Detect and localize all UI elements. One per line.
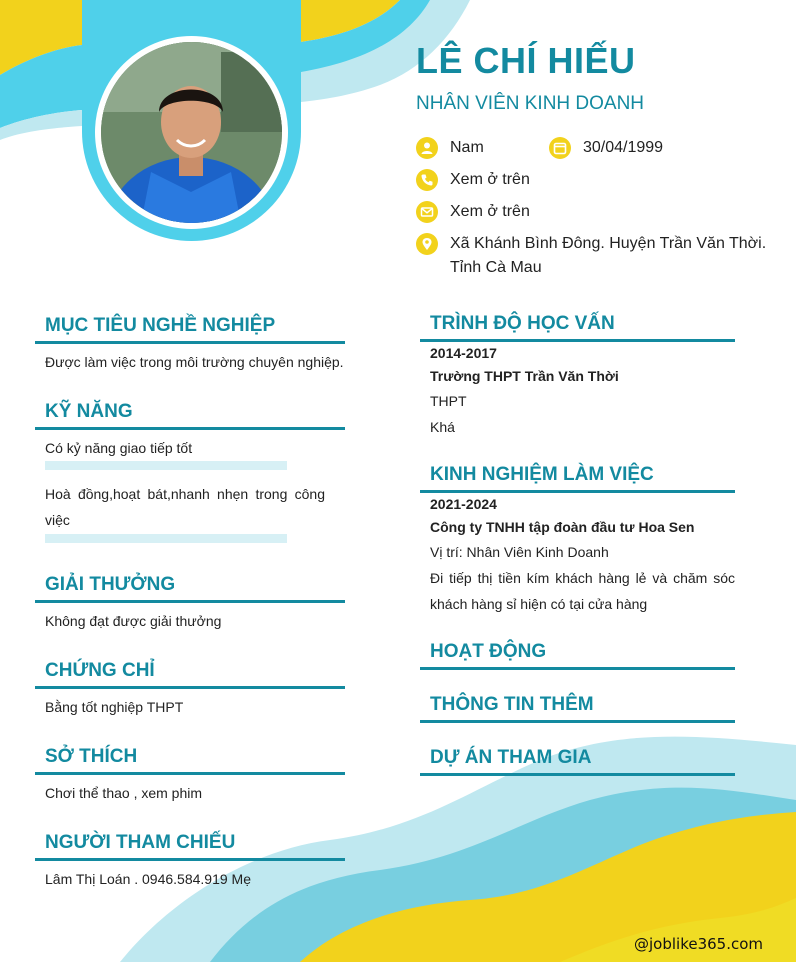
hobbies-heading: SỞ THÍCH bbox=[45, 746, 138, 767]
email-row bbox=[416, 201, 530, 224]
skills-heading: KỸ NĂNG bbox=[45, 401, 133, 422]
education-level: THPT bbox=[430, 393, 467, 409]
objective-divider bbox=[35, 341, 345, 344]
address-value bbox=[450, 232, 766, 280]
skill-item: Có kỷ năng giao tiếp tốt bbox=[45, 440, 193, 456]
mail-icon bbox=[416, 201, 438, 223]
hobbies-divider bbox=[35, 772, 345, 775]
objective-heading: MỤC TIÊU NGHỀ NGHIỆP bbox=[45, 315, 276, 336]
more-info-heading: THÔNG TIN THÊM bbox=[430, 694, 594, 715]
calendar-icon bbox=[549, 137, 571, 159]
projects-heading: DỰ ÁN THAM GIA bbox=[430, 747, 592, 768]
phone-icon bbox=[416, 169, 438, 191]
references-divider bbox=[35, 858, 345, 861]
certificates-heading: CHỨNG CHỈ bbox=[45, 660, 155, 681]
awards-divider bbox=[35, 600, 345, 603]
birthday-row bbox=[549, 137, 663, 160]
experience-heading: KINH NGHIỆM LÀM VIỆC bbox=[430, 464, 654, 485]
references-text: Lâm Thị Loán . 0946.584.919 Mẹ bbox=[45, 871, 252, 887]
education-grade: Khá bbox=[430, 419, 455, 435]
awards-text: Không đạt được giải thưởng bbox=[45, 613, 222, 629]
skill-item: Hoà đồng,hoạt bát,nhanh nhẹn trong công việc bbox=[45, 486, 325, 528]
experience-period: 2021-2024 bbox=[430, 496, 497, 512]
skills-divider bbox=[35, 427, 345, 430]
user-icon bbox=[416, 137, 438, 159]
gender-row bbox=[416, 137, 484, 160]
experience-position: Vị trí: Nhân Viên Kinh Doanh bbox=[430, 544, 609, 560]
activities-heading: HOẠT ĐỘNG bbox=[430, 641, 547, 662]
education-school: Trường THPT Trần Văn Thời bbox=[430, 368, 619, 384]
email-value: Xem ở trên bbox=[450, 203, 530, 220]
birthday-value: 30/04/1999 bbox=[583, 139, 664, 156]
activities-divider bbox=[420, 667, 735, 670]
location-icon bbox=[416, 233, 438, 255]
experience-company: Công ty TNHH tập đoàn đầu tư Hoa Sen bbox=[430, 519, 695, 535]
certificates-divider bbox=[35, 686, 345, 689]
certificates-text: Bằng tốt nghiệp THPT bbox=[45, 699, 184, 715]
objective-text: Được làm việc trong môi trường chuyên nghiệp. bbox=[45, 354, 344, 370]
more-info-divider bbox=[420, 720, 735, 723]
phone-row bbox=[416, 169, 530, 192]
gender-value: Nam bbox=[450, 139, 484, 156]
experience-description: Đi tiếp thị tiền kím khách hàng lẻ và chăm sóc khách hàng sỉ hiện có tại cửa hàng bbox=[430, 570, 735, 612]
hobbies-text: Chơi thể thao , xem phim bbox=[45, 785, 203, 801]
projects-divider bbox=[420, 773, 735, 776]
address-line-2: Tỉnh Cà Mau bbox=[450, 259, 542, 276]
skill-level-bar bbox=[45, 534, 287, 543]
address-row bbox=[416, 233, 766, 280]
address-line-1: Xã Khánh Bình Đông. Huyện Trần Văn Thời. bbox=[450, 235, 767, 252]
profile-photo bbox=[101, 42, 282, 223]
skill-level-bar bbox=[45, 461, 287, 470]
candidate-name: LÊ CHÍ HIẾU bbox=[416, 40, 636, 81]
awards-heading: GIẢI THƯỞNG bbox=[45, 574, 176, 595]
education-period: 2014-2017 bbox=[430, 345, 497, 361]
education-heading: TRÌNH ĐỘ HỌC VẤN bbox=[430, 313, 615, 334]
watermark-link[interactable]: @joblike365.com bbox=[634, 935, 764, 953]
references-heading: NGƯỜI THAM CHIẾU bbox=[45, 832, 236, 853]
job-title: NHÂN VIÊN KINH DOANH bbox=[416, 93, 645, 114]
phone-value: Xem ở trên bbox=[450, 171, 530, 188]
